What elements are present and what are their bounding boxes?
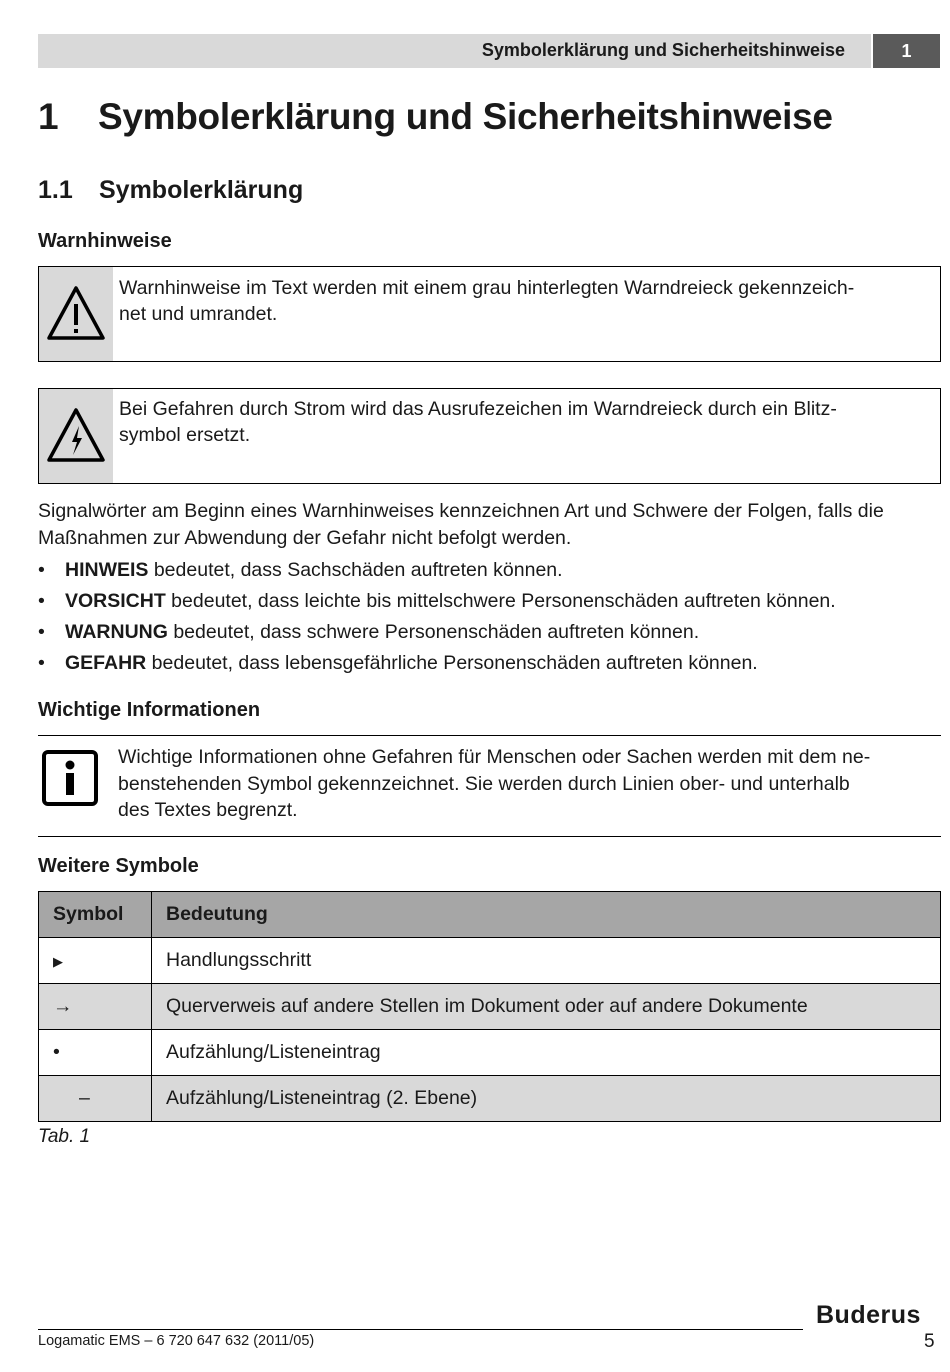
warning-box-electric-line-2: symbol ersetzt. xyxy=(119,424,251,446)
symbol-cell-dash xyxy=(39,1076,152,1122)
signal-words-line-2: Maßnahmen zur Abwendung der Gefahr nicht befolgt werden. xyxy=(38,527,572,549)
signal-word: VORSICHT xyxy=(65,590,166,612)
info-box-text xyxy=(118,744,917,824)
warning-triangle-icon xyxy=(39,267,113,361)
table-row xyxy=(39,938,941,984)
warning-box-electric-line-1: Bei Gefahren durch Strom wird das Ausrufezeichen im Warndreieck durch ein Blitz- xyxy=(119,398,837,420)
info-box-line-1: Wichtige Informationen ohne Gefahren für Menschen oder Sachen werden mit dem ne- xyxy=(118,746,871,768)
signal-word: HINWEIS xyxy=(65,559,149,581)
signal-word-meaning: bedeutet, dass leichte bis mittelschwere Personenschäden auftreten können. xyxy=(165,590,836,612)
chapter-title-text: Symbolerklärung und Sicherheitshinweise xyxy=(98,96,833,137)
play-triangle-icon: ▶ xyxy=(53,954,63,969)
footer-rule xyxy=(38,1329,803,1330)
column-header-symbol: Symbol xyxy=(39,892,152,938)
table-row xyxy=(39,1076,941,1122)
signal-words-paragraph xyxy=(38,498,941,552)
list-item xyxy=(38,619,941,650)
section-title xyxy=(38,176,303,205)
column-header-meaning: Bedeutung xyxy=(152,892,941,938)
section-title-text: Symbolerklärung xyxy=(99,176,304,204)
chapter-title xyxy=(38,96,833,138)
signal-word: GEFAHR xyxy=(65,652,147,674)
symbol-cell-cross-reference xyxy=(39,984,152,1030)
list-item xyxy=(38,588,941,619)
chapter-title-number: 1 xyxy=(38,96,59,137)
info-box-line-2: benstehenden Symbol gekennzeichnet. Sie werden durch Linien ober- und unterhalb xyxy=(118,772,850,795)
arrow-right-icon: → xyxy=(53,995,73,1017)
page-number: 5 xyxy=(924,1331,935,1352)
info-icon xyxy=(42,750,98,811)
warnhinweise-heading: Warnhinweise xyxy=(38,230,172,252)
running-header xyxy=(38,34,871,68)
signal-word: WARNUNG xyxy=(65,621,168,643)
buderus-logo: Buderus xyxy=(816,1301,921,1329)
table-caption: Tab. 1 xyxy=(38,1126,91,1147)
chapter-number-badge: 1 xyxy=(873,34,940,68)
electric-warning-triangle-icon xyxy=(39,389,113,483)
warning-box-electric xyxy=(38,388,941,484)
footer-document-id: Logamatic EMS – 6 720 647 632 (2011/05) xyxy=(38,1333,315,1349)
list-item xyxy=(38,557,941,588)
signal-word-meaning: bedeutet, dass Sachschäden auftreten können. xyxy=(148,559,563,581)
symbol-cell-bullet xyxy=(39,1030,152,1076)
warning-box-general-line-2: net und umrandet. xyxy=(119,303,278,325)
dash-icon: – xyxy=(79,1087,90,1109)
table-row xyxy=(39,984,941,1030)
symbols-table xyxy=(38,891,941,1122)
info-box-line-3: des Textes begrenzt. xyxy=(118,799,298,821)
symbols-heading: Weitere Symbole xyxy=(38,855,199,877)
list-item xyxy=(38,650,941,681)
signal-words-line-1: Signalwörter am Beginn eines Warnhinweises kennzeichnen Art und Schwere der Folgen, falls die xyxy=(38,500,884,522)
warning-box-general-text xyxy=(119,275,910,327)
bullet-icon: • xyxy=(53,1041,60,1063)
warning-box-electric-text xyxy=(119,396,910,448)
table-header-row xyxy=(39,892,941,938)
info-box xyxy=(38,735,941,837)
running-header-title: Symbolerklärung und Sicherheitshinweise xyxy=(481,40,845,60)
meaning-cell: Aufzählung/Listeneintrag xyxy=(152,1030,941,1076)
meaning-cell: Handlungsschritt xyxy=(152,938,941,984)
warning-box-general xyxy=(38,266,941,362)
meaning-cell: Aufzählung/Listeneintrag (2. Ebene) xyxy=(152,1076,941,1122)
info-heading: Wichtige Informationen xyxy=(38,699,261,721)
warning-box-general-line-1: Warnhinweise im Text werden mit einem grau hinterlegten Warndreieck gekennzeich- xyxy=(119,277,855,299)
section-title-number: 1.1 xyxy=(38,176,73,204)
signal-word-meaning: bedeutet, dass lebensgefährliche Personenschäden auftreten können. xyxy=(146,652,758,674)
meaning-cell: Querverweis auf andere Stellen im Dokument oder auf andere Dokumente xyxy=(152,984,941,1030)
signal-words-list xyxy=(38,557,941,681)
symbol-cell-action-step xyxy=(39,938,152,984)
table-row xyxy=(39,1030,941,1076)
signal-word-meaning: bedeutet, dass schwere Personenschäden auftreten können. xyxy=(167,621,700,643)
